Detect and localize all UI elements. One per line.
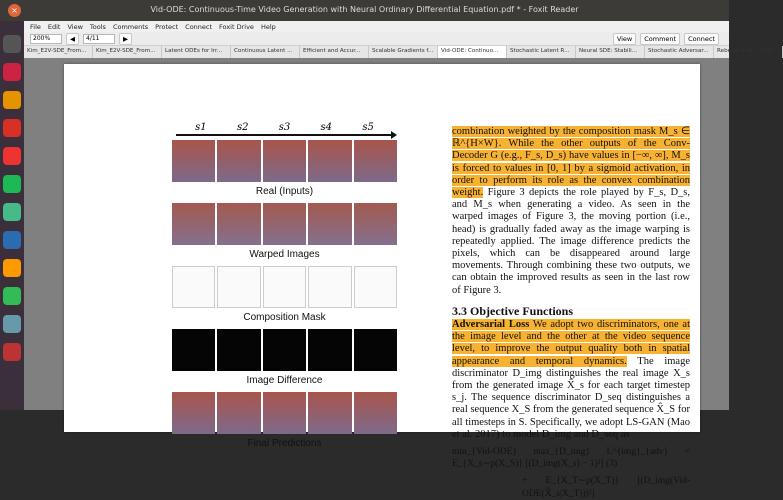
prev-page-button[interactable]: ◀ — [66, 33, 79, 45]
section-heading: 3.3 Objective Functions — [452, 303, 573, 318]
timestep-label: s1 — [195, 122, 207, 133]
paper-text-column — [452, 126, 690, 500]
app-icon[interactable] — [3, 287, 21, 305]
files-icon[interactable] — [3, 203, 21, 221]
video-frame — [217, 203, 260, 245]
figure-caption: Real (Inputs) — [255, 186, 314, 197]
app-icon[interactable] — [3, 63, 21, 81]
video-frame — [308, 392, 351, 434]
window-title: Vid-ODE: Continuous-Time Video Generation with Neural Ordinary Differential Equation.pdf * - Foxit Reader — [150, 5, 579, 14]
pdf-page — [64, 64, 700, 499]
timestep-label: s5 — [362, 122, 374, 133]
tab-document[interactable]: Stochastic Latent R... — [507, 46, 576, 58]
video-frame — [217, 140, 260, 182]
page-number-field[interactable]: 4/11 — [83, 34, 115, 44]
figure-caption: Image Difference — [246, 375, 323, 386]
figure-caption: Composition Mask — [243, 312, 326, 323]
mask-frame — [354, 266, 397, 308]
image-difference-strip — [172, 329, 397, 371]
menu-edit[interactable]: Edit — [47, 22, 61, 31]
video-frame — [172, 203, 215, 245]
video-frame — [354, 203, 397, 245]
document-viewport[interactable] — [24, 58, 729, 499]
subsection-title: Adversarial Loss — [452, 319, 530, 331]
warped-images-strip — [172, 203, 397, 245]
foxit-reader-window — [24, 21, 779, 499]
tab-document[interactable]: Kim_E2V-SDE_From... — [24, 46, 93, 58]
timestep-labels — [172, 122, 397, 133]
tab-document[interactable]: Stochastic Adversar... — [645, 46, 714, 58]
timestep-label: s3 — [278, 122, 291, 133]
difference-frame — [172, 329, 215, 371]
menu-connect[interactable]: Connect — [185, 22, 213, 31]
vscode-icon[interactable] — [3, 231, 21, 249]
mask-frame — [172, 266, 215, 308]
menu-foxit-drive[interactable]: Foxit Drive — [219, 22, 254, 31]
mask-frame — [263, 266, 306, 308]
zoom-field[interactable]: 200% — [30, 34, 62, 44]
tab-document[interactable]: Rebecq et al. - 2019... — [714, 46, 783, 58]
tab-document[interactable]: Kim_E2V-SDE_From... — [93, 46, 162, 58]
body-text: Figure 3 depicts the role played by F_s, D_s, and M_s when generating a video. As seen in the warped images of Figure 3, the moving portion (i.e., head) is gradually faded away as the image warping is repeatedly applied. The image difference predicts the pixels, which can be disappeared around large movements. Through combining these two outputs, we can obtain the improved results as seen in the last row of Figure 3. — [452, 187, 690, 296]
paragraph — [452, 319, 690, 441]
tab-document-active[interactable]: Vid-ODE: Continuo... — [438, 46, 507, 58]
menu-protect[interactable]: Protect — [155, 22, 179, 31]
menu-comments[interactable]: Comments — [112, 22, 149, 31]
browser-icon[interactable] — [3, 91, 21, 109]
menu-file[interactable]: File — [30, 22, 41, 31]
menu-help[interactable]: Help — [260, 22, 276, 31]
figure-caption: Final Predictions — [247, 438, 322, 449]
video-frame — [354, 392, 397, 434]
video-frame — [308, 140, 351, 182]
figure-caption: Warped Images — [249, 249, 320, 260]
app-icon[interactable] — [3, 259, 21, 277]
video-frame — [308, 203, 351, 245]
paragraph — [452, 126, 690, 297]
mask-frame — [217, 266, 260, 308]
menu-bar — [24, 21, 729, 32]
real-inputs-strip — [172, 140, 397, 182]
app-icon[interactable] — [3, 343, 21, 361]
tab-document[interactable]: Scalable Gradients f... — [369, 46, 438, 58]
tab-document[interactable]: Continuous Latent ... — [231, 46, 300, 58]
timestep-label: s2 — [236, 122, 249, 133]
terminal-icon[interactable] — [3, 35, 21, 53]
timestep-label: s4 — [320, 122, 333, 133]
video-frame — [263, 203, 306, 245]
difference-frame — [308, 329, 351, 371]
video-frame — [217, 392, 260, 434]
toolbar — [24, 32, 729, 46]
window-titlebar — [0, 0, 729, 21]
equation: min_{Vid-ODE} max_{D_img} L^{img}_{adv} = E_{X_s∼p(X_S)} [(D_img(X_s) − 1)²] (3) — [452, 447, 690, 470]
close-window-button[interactable]: × — [8, 4, 21, 17]
next-page-button[interactable]: ▶ — [119, 33, 132, 45]
menu-view[interactable]: View — [67, 22, 83, 31]
figure-3 — [172, 122, 397, 455]
highlighted-text: combination weighted by the composition mask M_s ∈ ℝ^{H×W}. While the other outputs of the Conv-Decoder G (e.g., F_s, D_s) have values in [−∞, ∞], M_s is forced to values in [0, 1] by a sigmoid activation, in order to perform its role as the convex combination weight. — [452, 126, 690, 199]
tab-document[interactable]: Latent ODEs for Irr... — [162, 46, 231, 58]
final-predictions-strip — [172, 392, 397, 434]
tab-document[interactable]: Neural SDE: Stabili... — [576, 46, 645, 58]
menu-tools[interactable]: Tools — [89, 22, 106, 31]
difference-frame — [217, 329, 260, 371]
tab-document[interactable]: Efficient and Accur... — [300, 46, 369, 58]
chrome-icon[interactable] — [3, 119, 21, 137]
spotify-icon[interactable] — [3, 175, 21, 193]
equation: + E_{X_T∼p(X_T)} [(D_img(Vid-ODE(X̂_s|X_T)))²] — [522, 476, 690, 499]
connect-button[interactable]: Connect — [684, 33, 719, 45]
highlighted-text: We adopt two discriminators, one at the image level and the other at the video sequence level, to improve the output quality both in spatial appearance and temporal dynamics. — [452, 319, 690, 367]
launcher-dock — [0, 21, 24, 410]
app-icon[interactable] — [3, 315, 21, 333]
body-text: The image discriminator D_img distinguishes the real image X_s from the generated image X̂_s for each target timestep s_j. The sequence discriminator D_seq distinguishes a real sequence X_S from the generated sequence X̂_S for all timesteps in S. Specifically, we adopt LS-GAN (Mao et al. 2017) to model D_img and D_seq as — [452, 355, 690, 440]
difference-frame — [354, 329, 397, 371]
view-button[interactable]: View — [613, 33, 636, 45]
video-frame — [172, 392, 215, 434]
video-frame — [263, 392, 306, 434]
mail-icon[interactable] — [3, 147, 21, 165]
video-frame — [172, 140, 215, 182]
time-arrow — [176, 134, 393, 136]
video-frame — [263, 140, 306, 182]
difference-frame — [263, 329, 306, 371]
mask-frame — [308, 266, 351, 308]
comment-button[interactable]: Comment — [640, 33, 680, 45]
video-frame — [354, 140, 397, 182]
composition-mask-strip — [172, 266, 397, 308]
